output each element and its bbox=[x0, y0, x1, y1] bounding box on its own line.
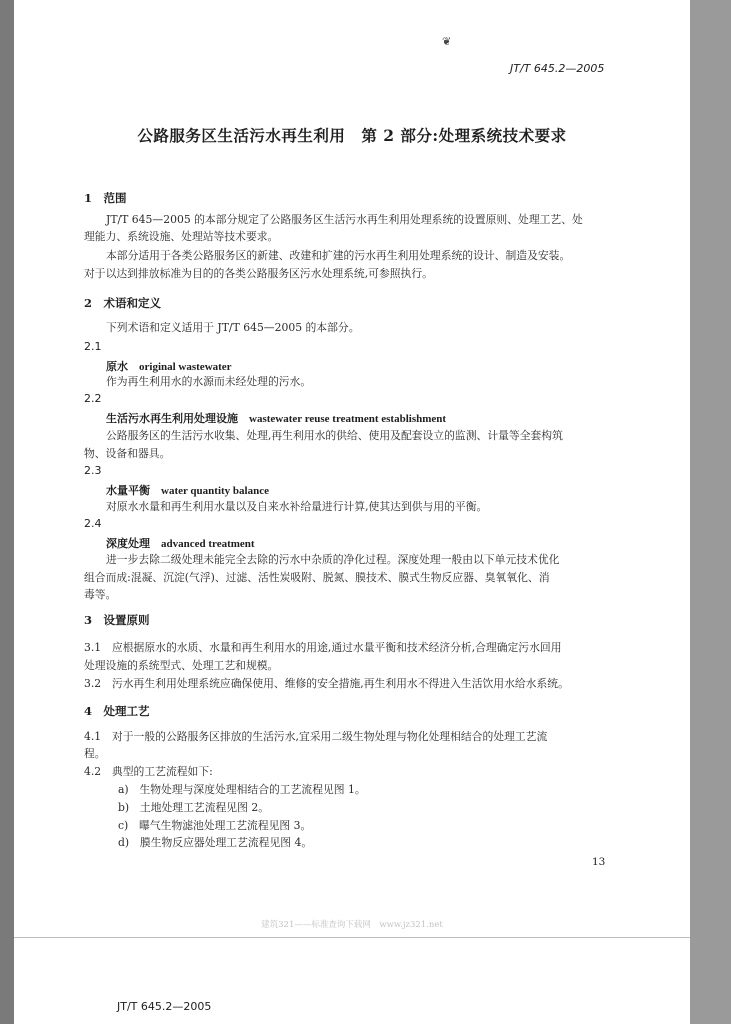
term-2-3-cn: 水量平衡 bbox=[106, 484, 150, 497]
viewer-left-margin bbox=[0, 0, 14, 1024]
standard-code-header: JT/T 645.2—2005 bbox=[510, 62, 605, 75]
s1-paragraph-2-line-2: 对于以达到排放标准为目的的各类公路服务区污水处理系统,可参照执行。 bbox=[84, 267, 433, 280]
term-2-1 bbox=[106, 358, 232, 374]
section-2-heading: 2 术语和定义 bbox=[84, 296, 162, 310]
term-2-4-cn: 深度处理 bbox=[106, 537, 150, 550]
term-2-4-definition-line-2: 组合而成:混凝、沉淀(气浮)、过滤、活性炭吸附、脱氮、膜技术、膜式生物反应器、臭氧氧化、消 bbox=[84, 571, 550, 584]
viewer-scroll-gutter[interactable] bbox=[690, 0, 731, 1024]
s1-paragraph-1-line-2: 理能力、系统设施、处理站等技术要求。 bbox=[84, 230, 279, 243]
term-2-2-en: wastewater reuse treatment establishment bbox=[249, 413, 447, 425]
s4-clause-4-1-line-1: 4.1 对于一般的公路服务区排放的生活污水,宜采用二级生物处理与物化处理相结合的处理工艺流 bbox=[84, 730, 548, 743]
s2-intro: 下列术语和定义适用于 JT/T 645—2005 的本部分。 bbox=[106, 321, 360, 334]
term-2-4-definition-line-3: 毒等。 bbox=[84, 588, 117, 601]
term-2-3 bbox=[106, 482, 269, 498]
s3-clause-3-1-line-1: 3.1 应根据原水的水质、水量和再生利用水的用途,通过水量平衡和技术经济分析,合理确定污水回用 bbox=[84, 641, 562, 654]
term-2-4 bbox=[106, 535, 255, 551]
section-4-heading: 4 处理工艺 bbox=[84, 704, 150, 718]
term-2-2-number: 2.2 bbox=[84, 392, 102, 405]
list-item: a) 生物处理与深度处理相结合的工艺流程见图 1。 bbox=[118, 783, 366, 796]
watermark-text: 建筑321——标准查询下载网 www.jz321.net bbox=[261, 920, 443, 930]
s1-paragraph-2-line-1: 本部分适用于各类公路服务区的新建、改建和扩建的污水再生利用处理系统的设计、制造及安装。 bbox=[106, 249, 571, 262]
term-2-4-definition-line-1: 进一步去除二级处理未能完全去除的污水中杂质的净化过程。深度处理一般由以下单元技术优化 bbox=[106, 553, 560, 566]
hand-mark-icon: ❦ bbox=[442, 35, 452, 48]
page-number: 13 bbox=[592, 856, 606, 868]
section-1-heading: 1 范围 bbox=[84, 191, 127, 205]
term-2-4-en: advanced treatment bbox=[161, 538, 255, 550]
document-page bbox=[14, 0, 690, 1024]
term-2-1-definition: 作为再生利用水的水源而未经处理的污水。 bbox=[106, 375, 312, 388]
term-2-3-en: water quantity balance bbox=[161, 485, 269, 497]
term-2-4-number: 2.4 bbox=[84, 517, 102, 530]
next-page-standard-code: JT/T 645.2—2005 bbox=[117, 1000, 212, 1013]
list-item: b) 土地处理工艺流程见图 2。 bbox=[118, 801, 269, 814]
s1-paragraph-1-line-1: JT/T 645—2005 的本部分规定了公路服务区生活污水再生利用处理系统的设置原则、处理工艺、处 bbox=[106, 213, 583, 226]
list-item: c) 曝气生物滤池处理工艺流程见图 3。 bbox=[118, 819, 312, 832]
term-2-2-cn: 生活污水再生利用处理设施 bbox=[106, 412, 238, 425]
s3-clause-3-2: 3.2 污水再生利用处理系统应确保使用、维修的安全措施,再生利用水不得进入生活饮用水给水系统。 bbox=[84, 677, 569, 690]
term-2-3-definition: 对原水水量和再生利用水量以及自来水补给量进行计算,使其达到供与用的平衡。 bbox=[106, 500, 488, 513]
term-2-2 bbox=[106, 410, 446, 426]
page-title: 公路服务区生活污水再生利用 第 2 部分:处理系统技术要求 bbox=[137, 126, 567, 145]
term-2-3-number: 2.3 bbox=[84, 464, 102, 477]
term-2-2-definition-line-1: 公路服务区的生活污水收集、处理,再生利用水的供给、使用及配套设立的监测、计量等全套构筑 bbox=[106, 429, 563, 442]
s4-clause-4-1-line-2: 程。 bbox=[84, 747, 106, 760]
term-2-2-definition-line-2: 物、设备和器具。 bbox=[84, 447, 171, 460]
s4-clause-4-2: 4.2 典型的工艺流程如下: bbox=[84, 765, 213, 778]
section-3-heading: 3 设置原则 bbox=[84, 613, 150, 627]
term-2-1-en: original wastewater bbox=[139, 361, 232, 373]
term-2-1-number: 2.1 bbox=[84, 340, 102, 353]
page-break-divider bbox=[14, 937, 690, 938]
term-2-1-cn: 原水 bbox=[106, 360, 128, 373]
list-item: d) 膜生物反应器处理工艺流程见图 4。 bbox=[118, 836, 313, 849]
s3-clause-3-1-line-2: 处理设施的系统型式、处理工艺和规模。 bbox=[84, 659, 279, 672]
